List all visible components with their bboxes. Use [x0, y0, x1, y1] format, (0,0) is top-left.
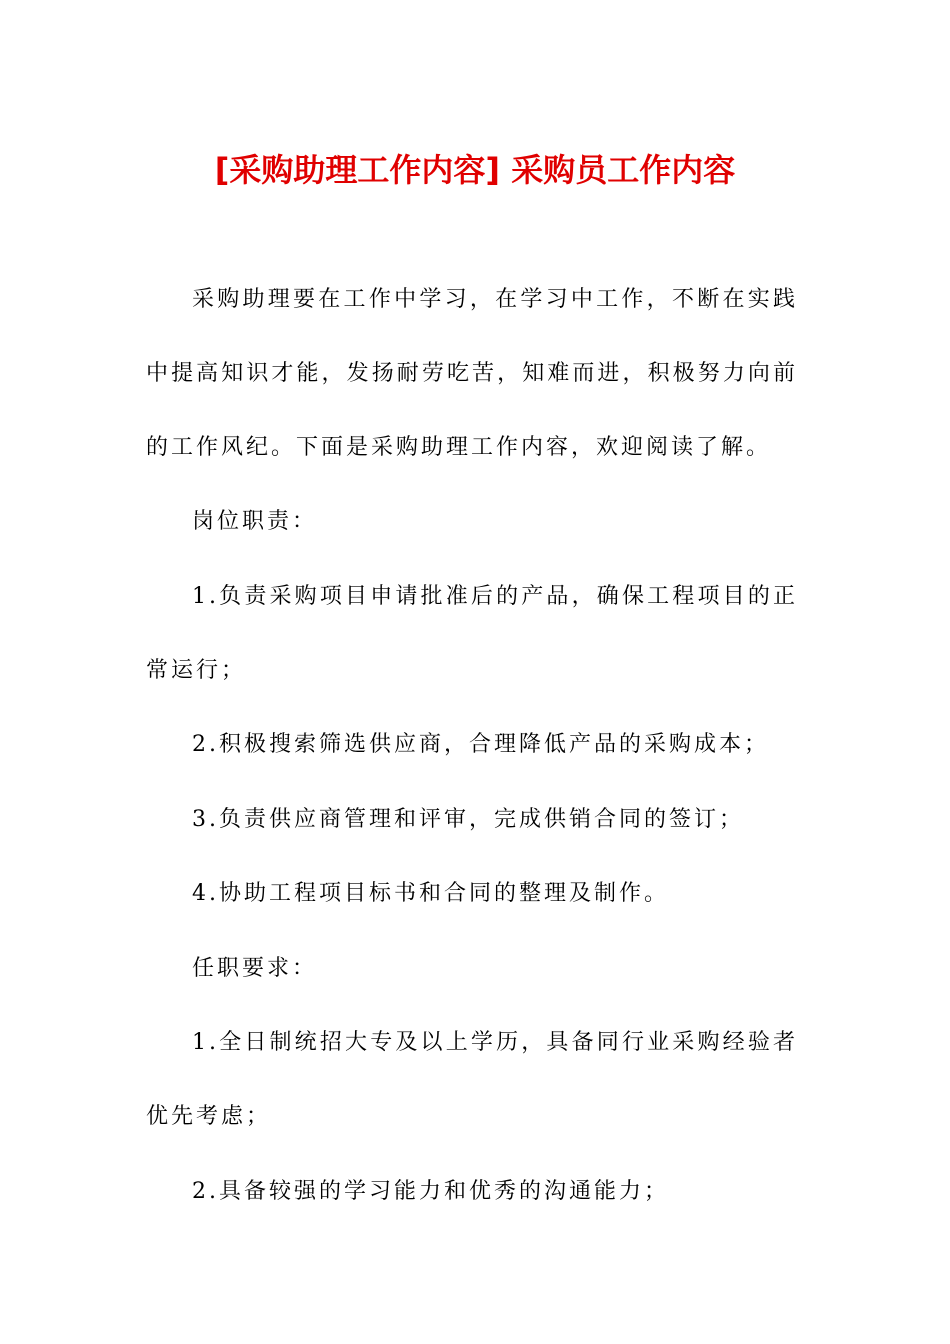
requirement-item-2: 2.具备较强的学习能力和优秀的沟通能力； — [192, 1179, 669, 1204]
duty-item-1: 1.负责采购项目申请批准后的产品，确保工程项目的正常运行； — [146, 584, 798, 683]
section-heading-duties: 岗位职责： — [192, 509, 318, 534]
section-heading-requirements: 任职要求： — [192, 956, 318, 981]
document-title: [采购助理工作内容] 采购员工作内容 — [214, 151, 736, 189]
intro-paragraph: 采购助理要在工作中学习，在学习中工作，不断在实践中提高知识才能，发扬耐劳吃苦，知难而进，积极努力向前的工作风纪。下面是采购助理工作内容，欢迎阅读了解。 — [146, 287, 798, 460]
duty-item-4: 4.协助工程项目标书和合同的整理及制作。 — [192, 881, 669, 906]
requirement-item-1: 1.全日制统招大专及以上学历，具备同行业采购经验者优先考虑； — [146, 1030, 798, 1129]
duty-item-3: 3.负责供应商管理和评审，完成供销合同的签订； — [192, 807, 744, 832]
duty-item-2: 2.积极搜索筛选供应商，合理降低产品的采购成本； — [192, 732, 769, 757]
